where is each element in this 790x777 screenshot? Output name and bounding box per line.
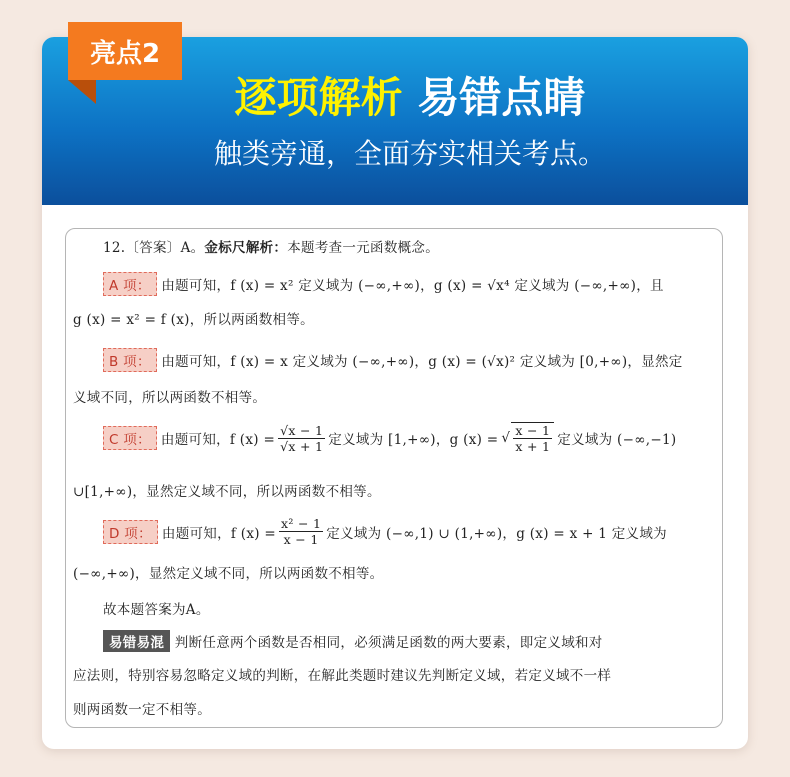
explanation-panel — [65, 228, 723, 728]
item-c-line2: ∪[1,+∞)，显然定义域不同，所以两函数不相等。 — [73, 484, 381, 500]
item-a-line1 — [103, 272, 664, 296]
item-c-line1: C 项： 由题可知，f (x) = $\frac{√x - 1}{√x + 1}$ 定义域为 [1,+∞)，g (x) = √ $\frac{x - 1}{x + 1}$ 定义域为 (−∞,−1) — [103, 422, 676, 454]
answer-lead: 12.〔答案〕A。 — [103, 240, 205, 256]
item-c-f-fraction — [278, 423, 325, 454]
item-d-line1 — [103, 516, 667, 547]
item-d-f-den: x − 1 — [283, 532, 319, 547]
item-b-tag: B 项： — [103, 348, 157, 372]
item-d-post: 定义域为 (−∞,1) ∪ (1,+∞)，g (x) = x + 1 定义域为 — [326, 525, 667, 542]
page-subtitle: 触类旁通，全面夯实相关考点。 — [213, 137, 606, 170]
item-c-g-num: x − 1 — [515, 423, 551, 438]
item-c-pre: 由题可知，f (x) = — [160, 432, 276, 448]
item-d-f-fraction — [279, 516, 323, 547]
item-a-tag: A 项： — [103, 272, 157, 296]
item-d-tag: D 项： — [103, 520, 158, 544]
item-c-g-fraction — [511, 422, 554, 454]
item-b-line2: 义域不同，所以两函数不相等。 — [73, 390, 267, 406]
answer-lead-rest: 本题考查一元函数概念。 — [287, 240, 440, 256]
tip-line1 — [103, 630, 603, 652]
tip-line3: 则两函数一定不相等。 — [73, 702, 211, 718]
highlight-badge: 亮点2 — [68, 22, 182, 80]
conclusion: 故本题答案为A。 — [103, 602, 210, 618]
tip-tag: 易错易混 — [103, 630, 170, 652]
title-rest: 易错点睛 — [417, 73, 586, 122]
item-b-text1: 由题可知，f (x) = x 定义域为 (−∞,+∞)，g (x) = (√x)² 定义域为 [0,+∞)，显然定 — [161, 354, 683, 370]
item-a-line2: g (x) = x² = f (x)，所以两函数相等。 — [73, 312, 314, 328]
answer-line — [103, 236, 439, 256]
source-label: 金标尺解析： — [204, 240, 288, 256]
title-highlight: 逐项解析 — [234, 73, 403, 122]
item-c-f-num: √x − 1 — [280, 422, 324, 438]
item-d-line2: (−∞,+∞)，显然定义域不同，所以两函数不相等。 — [73, 566, 384, 582]
item-d-f-num: x² − 1 — [281, 516, 322, 531]
tip-text1: 判断任意两个函数是否相同，必须满足函数的两大要素，即定义域和对 — [174, 635, 603, 651]
badge-fold — [68, 80, 96, 104]
item-c-post: 定义域为 (−∞,−1) — [557, 432, 677, 448]
item-c-tag: C 项： — [103, 426, 157, 450]
item-b-line1 — [103, 348, 683, 372]
item-d-pre: 由题可知，f (x) = — [161, 525, 277, 542]
item-a-text1: 由题可知，f (x) = x² 定义域为 (−∞,+∞)，g (x) = √x⁴ 定义域为 (−∞,+∞)，且 — [161, 278, 664, 294]
item-c-f-den: √x + 1 — [280, 438, 324, 454]
item-c-mid: 定义域为 [1,+∞)，g (x) = — [328, 432, 499, 448]
tip-line2: 应法则，特别容易忽略定义域的判断，在解此类题时建议先判断定义域，若定义域不一样 — [73, 668, 612, 684]
item-c-g-den: x + 1 — [515, 439, 551, 454]
